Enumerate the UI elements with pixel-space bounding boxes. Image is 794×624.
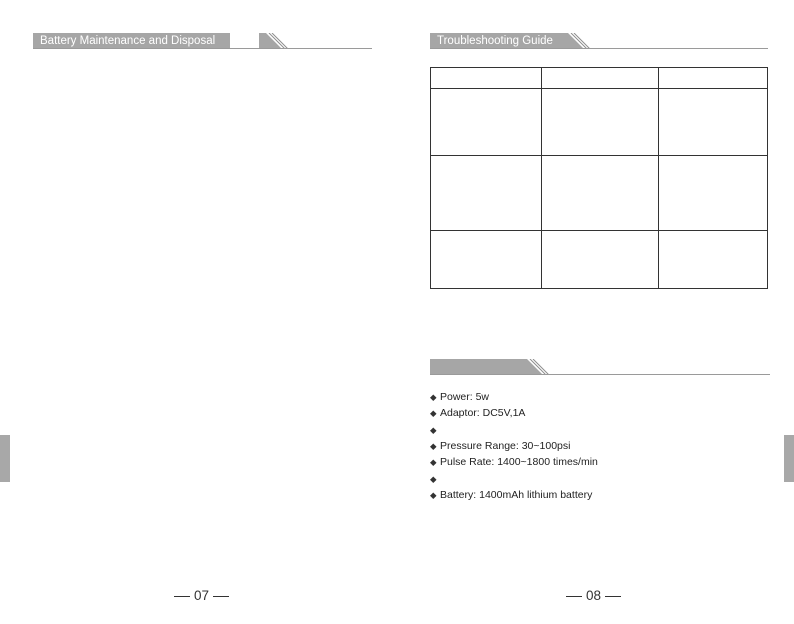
section-rule <box>430 48 768 49</box>
spec-text: Power: 5w <box>440 391 490 404</box>
page-number-dash <box>174 596 190 597</box>
section-rule <box>33 48 372 49</box>
list-item <box>430 454 598 470</box>
section-title: Troubleshooting Guide <box>430 33 561 49</box>
right-page <box>397 0 794 624</box>
table-cell <box>659 231 768 289</box>
section-title: Battery Maintenance and Disposal <box>33 33 230 49</box>
diamond-bullet-icon: ◆ <box>430 457 437 468</box>
table-cell <box>542 89 659 156</box>
thumb-tab-right <box>784 435 794 482</box>
diamond-bullet-icon: ◆ <box>430 489 437 500</box>
table-cell <box>431 156 542 231</box>
spec-text: Adaptor: DC5V,1A <box>440 407 526 420</box>
table-cell <box>431 89 542 156</box>
spec-text: Pulse Rate: 1400~1800 times/min <box>440 456 598 469</box>
diamond-bullet-icon: ◆ <box>430 408 437 419</box>
table-cell <box>542 156 659 231</box>
list-item <box>430 438 598 454</box>
table-row <box>431 156 768 231</box>
page-number-dash <box>605 596 621 597</box>
table-cell <box>431 231 542 289</box>
section-banner-battery <box>33 33 372 49</box>
list-item <box>430 422 598 438</box>
banner-hatch-icon <box>561 33 591 49</box>
diamond-bullet-icon: ◆ <box>430 392 437 403</box>
banner-hatch-icon <box>259 33 289 49</box>
page-number-text: 07 <box>194 588 210 603</box>
table-header-row <box>431 68 768 89</box>
page-number-text: 08 <box>586 588 602 603</box>
page-number-dash <box>566 596 582 597</box>
section-rule <box>430 374 770 375</box>
page-number-dash <box>213 596 229 597</box>
table-cell <box>542 68 659 89</box>
thumb-tab-left <box>0 435 10 482</box>
list-item <box>430 405 598 421</box>
specs-title <box>430 359 520 375</box>
table-cell <box>542 231 659 289</box>
diamond-bullet-icon: ◆ <box>430 473 437 484</box>
diamond-bullet-icon: ◆ <box>430 424 437 435</box>
troubleshooting-table <box>430 67 768 289</box>
section-banner-troubleshooting <box>430 33 768 49</box>
table-row <box>431 89 768 156</box>
table-cell <box>431 68 542 89</box>
list-item <box>430 487 598 503</box>
spec-list <box>430 389 598 503</box>
list-item <box>430 389 598 405</box>
list-item <box>430 470 598 486</box>
table-cell <box>659 89 768 156</box>
spec-text: Pressure Range: 30~100psi <box>440 440 571 453</box>
diamond-bullet-icon: ◆ <box>430 441 437 452</box>
table-cell <box>659 156 768 231</box>
page-number <box>174 588 229 604</box>
spec-text: Battery: 1400mAh lithium battery <box>440 488 593 501</box>
table-row <box>431 231 768 289</box>
table-cell <box>659 68 768 89</box>
section-banner-specifications <box>430 359 770 375</box>
page-number <box>566 588 621 604</box>
banner-hatch-icon <box>520 359 550 375</box>
